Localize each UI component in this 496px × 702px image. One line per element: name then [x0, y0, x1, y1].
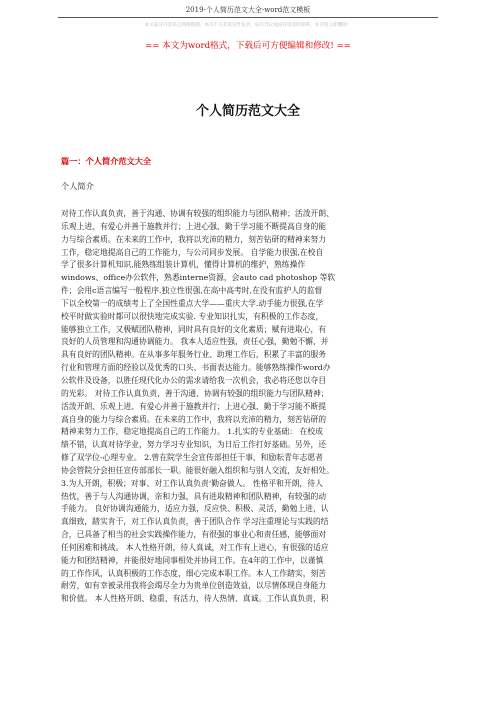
- body-line: 耐劳，如有幸被录用我将会竭尽全力为贵单位创造效益，以尽情体现自身能力: [61, 581, 327, 591]
- body-line: 能够独立工作，又极赋团队精神，同时具有良好的文化素质；赋有进取心，有: [61, 324, 327, 334]
- body-line: 件；会用c语言编写一般程序.独立性很强,在高中高考时,在没有监护人的监督: [61, 286, 323, 296]
- body-line: 和价值。 本人性格开朗、稳重、有活力，待人热情、真诚。工作认真负责，积: [61, 594, 329, 604]
- body-line: 力与综合素质。在未来的工作中，我将以充沛的精力，刻苦钻研的精神来努力: [61, 234, 327, 244]
- body-line: 对待工作认真负责，善于沟通、协调有较强的组织能力与团队精神；活泼开朗、: [61, 209, 334, 218]
- body-line: 手能力。 良好协调沟通能力，适应力强，反应快、积极、灵活，勤勉上进，认: [61, 504, 329, 514]
- body-line: 热忱，善于与人沟通协调，亲和力强，具有进取精神和团队精神，有较强的动: [61, 491, 327, 501]
- body-line: 合，已具备了相当的社会实践操作能力，有很强的事业心和责任感，能够面对: [61, 530, 327, 540]
- body-line: 高自身的能力与综合素质。在未来的工作中，我将以充沛的精力，刻苦钻研的: [61, 414, 327, 424]
- word-format-notice: == 本文为word格式，下载后可方便编辑和修改! ==: [145, 41, 351, 51]
- body-line: 真细致，踏实肯干，对工作认真负责，善于团队合作 学习注重理论与实践的结: [61, 517, 329, 527]
- section-heading: 篇一：个人简介范文大全: [61, 156, 152, 166]
- body-line: 的工作作风，认真积极的工作态度，细心完成本职工作。本人工作踏实，刻苦: [61, 568, 327, 578]
- body-line: 下以全校第一的成绩考上了全国性重点大学——重庆大学.动手能力很强,在学: [61, 298, 324, 308]
- body-line: 能力和团结精神，并能很好地同事相处并协同工作。在4年的工作中，以谨慎: [61, 555, 324, 565]
- body-line: 学了很多计算机知识,能熟练组装计算机，懂得计算机的维护，熟练操作: [61, 260, 306, 270]
- body-line: 修了双学位-心理专业。 2.曾在院学生会宣传部担任干事，和励耘青年志愿者: [61, 453, 324, 463]
- body-line: 行业和管理方面的经验以及优秀的口头、书面表达能力。能够熟练操作word办: [61, 363, 331, 373]
- body-line: 的光彩。 对待工作认真负责，善于沟通、协调有较强的组织能力与团队精神；: [61, 388, 329, 398]
- body-text: [61, 208, 441, 606]
- document-header-title: 2019-个人简历范文大全-word范文模板: [185, 6, 311, 14]
- body-line: windows、office办公软件，熟悉interne资源，会auto cad photoshop 等软: [61, 273, 336, 283]
- subheading: 个人简介: [61, 181, 94, 191]
- page-title: 个人简历范文大全: [195, 104, 300, 119]
- body-line: 3.为人开朗，积极；对事、对工作认真负责‘勤奋做人。 性格平和开朗，待人: [61, 478, 323, 488]
- body-line: 工作，稳定地提高自己的工作能力，与公司同步发展。 自学能力很强,在校自: [61, 247, 324, 257]
- header-divider: [58, 17, 438, 18]
- body-line: 精神来努力工作，稳定地提高自己的工作能力。 1.扎实的专业基础： 在校成: [61, 427, 323, 437]
- body-line: 具有良好的团队精神。在从事多年服务行业、助理工作后，积累了丰富的服务: [61, 350, 327, 360]
- body-line: 乐观上进、有爱心并善于施教并行；上进心强、勤于学习能不断提高自身的能: [61, 221, 327, 231]
- body-line: 公软件及设备，以胜任现代化办公的需求请给我一次机会，我必将还您以夺目: [61, 375, 327, 385]
- body-line: 任何困难和挑战。 本人性格开朗，待人真诚，对工作有上进心，有很强的适应: [61, 542, 329, 552]
- body-line: 协会管院分会担任宣传部部长一职。能很好融入组织和与别人交流，友好相处。: [61, 465, 334, 475]
- body-line: 绩不错，认真对待学业，努力学习专业知识，为日后工作打好基础。另外，还: [61, 440, 327, 450]
- body-line: 良好的人员管理和沟通协调能力。 我本人适应性强，责任心强，勤勉不懈，并: [61, 337, 329, 347]
- body-line: 校平时做实验时都可以很快地完成实验. 专业知识扎实，有积极的工作态度，: [61, 311, 324, 321]
- body-line: 活泼开朗、乐观上进、有爱心并善于施教并行；上进心强、勤于学习能不断提: [61, 401, 327, 411]
- disclaimer-text: 本文部分内容来自网络整理，本司不为其真实性负责，如有异议或侵权请及时联系，本司将立即删除！: [144, 23, 352, 28]
